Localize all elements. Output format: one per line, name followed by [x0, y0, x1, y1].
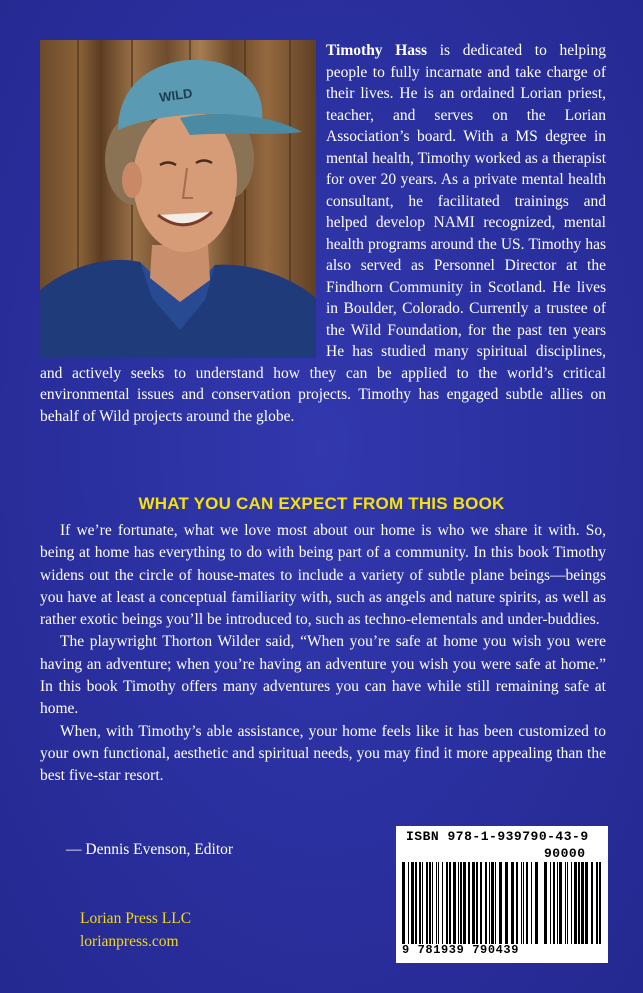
barcode-bar [476, 862, 478, 944]
barcode-bar [516, 862, 518, 944]
publisher-info [80, 907, 191, 953]
barcode-bar [535, 862, 538, 944]
barcode-bar [432, 862, 433, 944]
description-paragraph-1: If we’re fortunate, what we love most about our home is who we share it with. So, being at home has everything to do with being part of a community. In this book Timothy widens out the circle of house-mates to include a variety of subtle plane beings—beings you have at least a conceptual familiarity with, such as angels and nature spirits, as well as rather exotic beings you’ll be introduced to, such as techno-elementals and under-buddies. [40, 522, 606, 629]
barcode-bar [411, 862, 414, 944]
barcode-bar [489, 862, 490, 944]
barcode-bar [526, 862, 528, 944]
barcode-bar [449, 862, 451, 944]
barcode-bar [453, 862, 456, 944]
barcode-bar [458, 862, 459, 944]
description-paragraph-3: When, with Timothy’s able assistance, your home feels like it has been customized to your own functional, aesthetic and spiritual needs, you may find it more appealing than the best five-star resort. [40, 722, 606, 785]
barcode-bar [426, 862, 428, 944]
barcode-bar [429, 862, 431, 944]
barcode-bar [472, 862, 475, 944]
barcode-bar [553, 862, 555, 944]
barcode-bar [559, 862, 562, 944]
editor-signature: — Dennis Evenson, Editor [66, 841, 234, 858]
barcode-bar [463, 862, 466, 944]
barcode-bar [468, 862, 470, 944]
barcode-bar [446, 862, 448, 944]
barcode-bar [565, 862, 566, 944]
price-barcode-bars [544, 862, 602, 944]
book-description [40, 520, 606, 788]
barcode-bar [581, 862, 584, 944]
barcode-bar [499, 862, 502, 944]
barcode-bar [599, 862, 601, 944]
isbn-barcode-bars [402, 862, 538, 944]
barcode-bar [408, 862, 409, 944]
barcode-bar [578, 862, 580, 944]
barcode-bar [491, 862, 494, 944]
barcode-bar [544, 862, 547, 944]
barcode-bar [419, 862, 421, 944]
barcode [396, 826, 608, 963]
barcode-bar [550, 862, 551, 944]
barcode-bar [523, 862, 524, 944]
barcode-bar [442, 862, 443, 944]
barcode-bar [585, 862, 588, 944]
barcode-bar [521, 862, 522, 944]
barcode-bar [480, 862, 482, 944]
barcode-bar [460, 862, 462, 944]
publisher-name: Lorian Press LLC [80, 910, 192, 927]
barcode-bar [531, 862, 532, 944]
author-bio [40, 40, 606, 427]
barcode-bar [567, 862, 568, 944]
publisher-website: lorianpress.com [80, 933, 179, 950]
barcode-bar [511, 862, 514, 944]
barcode-bar [436, 862, 437, 944]
barcode-bar [402, 862, 405, 944]
barcode-bar [571, 862, 572, 944]
barcode-bar [591, 862, 593, 944]
barcode-bar [574, 862, 577, 944]
isbn-label: ISBN 978-1-939790-43-9 [406, 829, 589, 844]
price-code: 90000 [544, 846, 586, 861]
author-name: Timothy Hass [326, 42, 428, 59]
barcode-bar [557, 862, 558, 944]
ean-digits: 9 781939 790439 [402, 943, 520, 957]
barcode-bar [495, 862, 496, 944]
barcode-bar [438, 862, 439, 944]
description-paragraph-2: The playwright Thorton Wilder said, “When you’re safe at home you wish you were having an adventure; when you’re having an adventure you wish you were safe at home.” In this book Timothy offers many adventures you can have while still remaining safe at home. [40, 633, 606, 718]
barcode-bar [485, 862, 487, 944]
barcode-bar [422, 862, 423, 944]
barcode-bar [596, 862, 598, 944]
barcode-bar [415, 862, 417, 944]
barcode-bar [505, 862, 508, 944]
author-bio-text: is dedicated to helping people to fully incarnate and take charge of their lives. He is an ordained Lorian priest, teacher, and serves on the Lorian Association’s board. With a MS degree in mental health, Timothy worked as a therapist for over 20 years. As a private mental health consultant, he facilitated trainings and helped develop NAMI recognized, mental health programs around the US. Timothy has also served as Personnel Director at the Findhorn Community in Scotland. He lives in Boulder, Colorado. Currently a trustee of the Wild Foundation, for the past ten years He has studied many spiritual disciplines, and actively seeks to understand how they can be applied to the world’s critical environmental issues and conservation projects. Timothy has engaged subtle allies on behalf of Wild projects around the globe. [40, 42, 606, 425]
section-title: WHAT YOU CAN EXPECT FROM THIS BOOK [138, 494, 505, 513]
cap-logo-text: WILD [158, 85, 194, 105]
